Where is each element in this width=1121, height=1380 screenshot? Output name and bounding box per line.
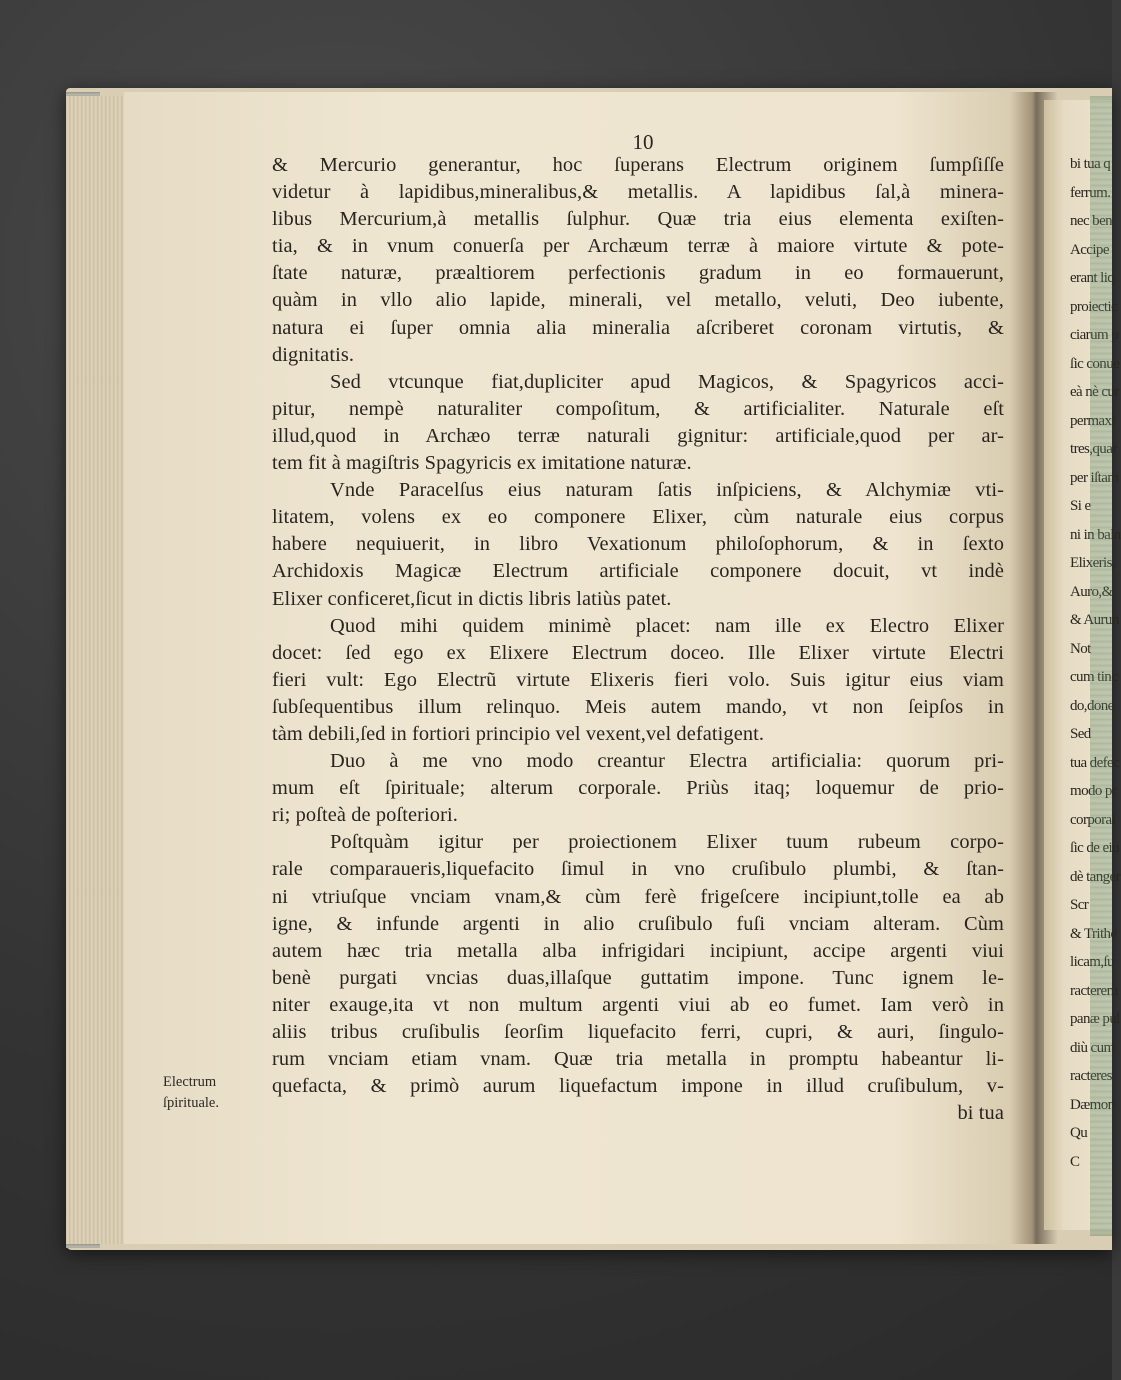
catchword: bi tua [957,1102,1004,1125]
text-line: videtur à lapidibus,mineralibus,& metallis. A lapidibus ſal,à minera- [272,181,1004,204]
text-line: ri; poſteà de poſteriori. [272,804,458,827]
text-line: Quod mihi quidem minimè placet: nam ille ex Electro Elixer [330,614,1004,637]
right-text-line: Auro,& [1070,583,1113,600]
marginal-note-line: ſpirituale. [163,1095,219,1111]
right-text-line: modo pr [1070,783,1117,799]
marginal-note [163,1072,263,1114]
right-text-line: Elixeris, [1070,555,1116,571]
text-line: natura ei ſuper omnia alia mineralia aſcriberet coronam virtutis, & [272,316,1004,339]
text-line: pitur, nempè naturaliter compoſitum, & artificialiter. Naturale eſt [272,397,1004,420]
right-text-line: licam,ſu [1070,954,1114,970]
right-text-line: Qu [1070,1125,1088,1141]
right-text-line: Accipe [1070,241,1109,258]
text-line: Sed vtcunque fiat,dupliciter apud Magicos, & Spagyricos acci- [330,370,1004,393]
right-text-line: nec ben [1070,213,1113,229]
right-text-line: racteres [1070,1068,1112,1084]
text-line: illud,quod in Archæo terræ naturali gignitur: artificiale,quod per ar- [272,424,1004,447]
text-line: Vnde Paracelſus eius naturam ſatis inſpiciens, & Alchymiæ vti- [330,479,1004,502]
text-line: tia, & in vnum conuerſa per Archæum terræ à maiore virtute & pote- [272,235,1004,258]
right-text-line: permaxi [1070,412,1115,429]
page-number: 10 [632,130,654,154]
text-line: benè purgati vncias duas,illaſque guttatim impone. Tunc ignem le- [272,966,1004,989]
right-text-line: C [1070,1153,1080,1170]
text-line: habere nequiuerit, in libro Vexationum philoſophorum, & in ſexto [272,533,1004,556]
text-line: rale comparaueris,liquefacito ſimul in vno cruſibulo plumbi, & ſtan- [272,858,1004,881]
right-text-line: tua defec [1070,754,1120,771]
right-text-line: cum tinc [1070,669,1118,685]
right-text-line: ſic de eiu [1070,840,1119,856]
right-text-line: & Aurun [1070,612,1119,628]
right-text-line: & Trithe [1070,925,1117,942]
text-line: tem fit à magiſtris Spagyricis ex imitatione naturæ. [272,452,692,475]
text-line: quefacta, & primò aurum liquefactum impone in illud cruſibulum, v- [272,1075,1004,1098]
right-text-line: dè tanger [1070,868,1120,885]
right-text-line: racterem [1070,982,1118,999]
right-text-line: ciarum p [1070,327,1119,343]
text-line: Poſtquàm igitur per proiectionem Elixer tuum rubeum corpo- [330,831,1004,854]
right-text-line: ni in baln [1070,526,1121,543]
text-line: igne, & infunde argenti in alio cruſibulo fuſi vnciam alteram. Cùm [272,912,1004,935]
right-text-line: erant liq [1070,270,1115,286]
right-text-line: diù cum [1070,1039,1115,1056]
right-text-line: eà nè cur [1070,384,1119,400]
right-text-line: per iſtam [1070,469,1119,486]
text-line: mum eſt ſpirituale; alterum corporale. Priùs itaq; loquemur de prio- [272,777,1004,800]
text-line: tàm debili,ſed in fortiori principio vel vexent,vel defatigent. [272,722,765,745]
right-text-line: ſic conue [1070,355,1120,372]
text-line: docet: ſed ego ex Elixere Electrum doceo. Ille Elixer virtute Electri [272,641,1004,664]
page-stack-edge [66,96,125,1244]
text-line: Duo à me vno modo creantur Electra artificialia: quorum pri- [330,750,1004,773]
text-line: rum vnciam etiam vnam. Quæ tria metalla in promptu habeantur li- [272,1048,1004,1071]
text-line: niter exauge,ita vt non multum argenti viui ab eo fumet. Iam verò in [272,993,1004,1016]
text-line: fieri vult: Ego Electrũ virtute Elixeris fieri volo. Suis igitur eius viam [272,668,1004,691]
right-text-line: Si e [1070,498,1091,514]
text-line: Archidoxis Magicæ Electrum artificiale componere docuit, vt indè [272,560,1004,583]
text-line: quàm in vllo alio lapide, minerali, vel metallo, veluti, Deo iubente, [272,289,1004,312]
text-line: litatem, volens ex eo componere Elixer, cùm naturale eius corpus [272,506,1004,529]
text-line: ni vtriuſque vnciam vnam,& cùm ferè frigeſcere incipiunt,tolle ea ab [272,885,1004,908]
right-text-line: bi tua q [1070,156,1111,172]
text-line: autem hæc tria metalla alba infrigidari incipiunt, accipe argenti viui [272,939,1004,962]
right-text-line: tres,quar [1070,441,1117,457]
right-text-line: Not [1070,640,1091,657]
right-text-line: do,done [1070,697,1114,714]
text-line: libus Mercurium,à metallis ſulphur. Quæ tria eius elementa exiſten- [272,208,1004,231]
text-line: aliis tribus cruſibulis ſeorſim liquefacito ferri, cupri, & auri, ſingulo- [272,1021,1004,1043]
right-text-line: proiectic [1070,298,1118,315]
right-text-line: ferrum. [1070,184,1111,201]
right-page-edge [1090,96,1112,1236]
right-text-line: panæ pul [1070,1011,1120,1027]
main-text [272,152,1004,1127]
text-line: Elixer conficeret,ſicut in dictis libris latiùs patet. [272,587,672,610]
right-text-line: corporal [1070,811,1116,828]
right-text-line: Dæmon [1070,1096,1115,1113]
right-text-line: Sed [1070,726,1091,742]
text-line: ſubſequentibus illum relinquo. Meis autem mando, vt non ſeipſos in [272,695,1004,718]
text-line: ſtate naturæ, præaltiorem perfectionis gradum in eo formauerunt, [272,262,1004,285]
marginal-note-line: Electrum [163,1074,217,1090]
right-text-line: Scr [1070,897,1089,913]
text-line: & Mercurio generantur, hoc ſuperans Electrum originem ſumpſiſſe [272,154,1004,176]
text-line: dignitatis. [272,343,355,366]
